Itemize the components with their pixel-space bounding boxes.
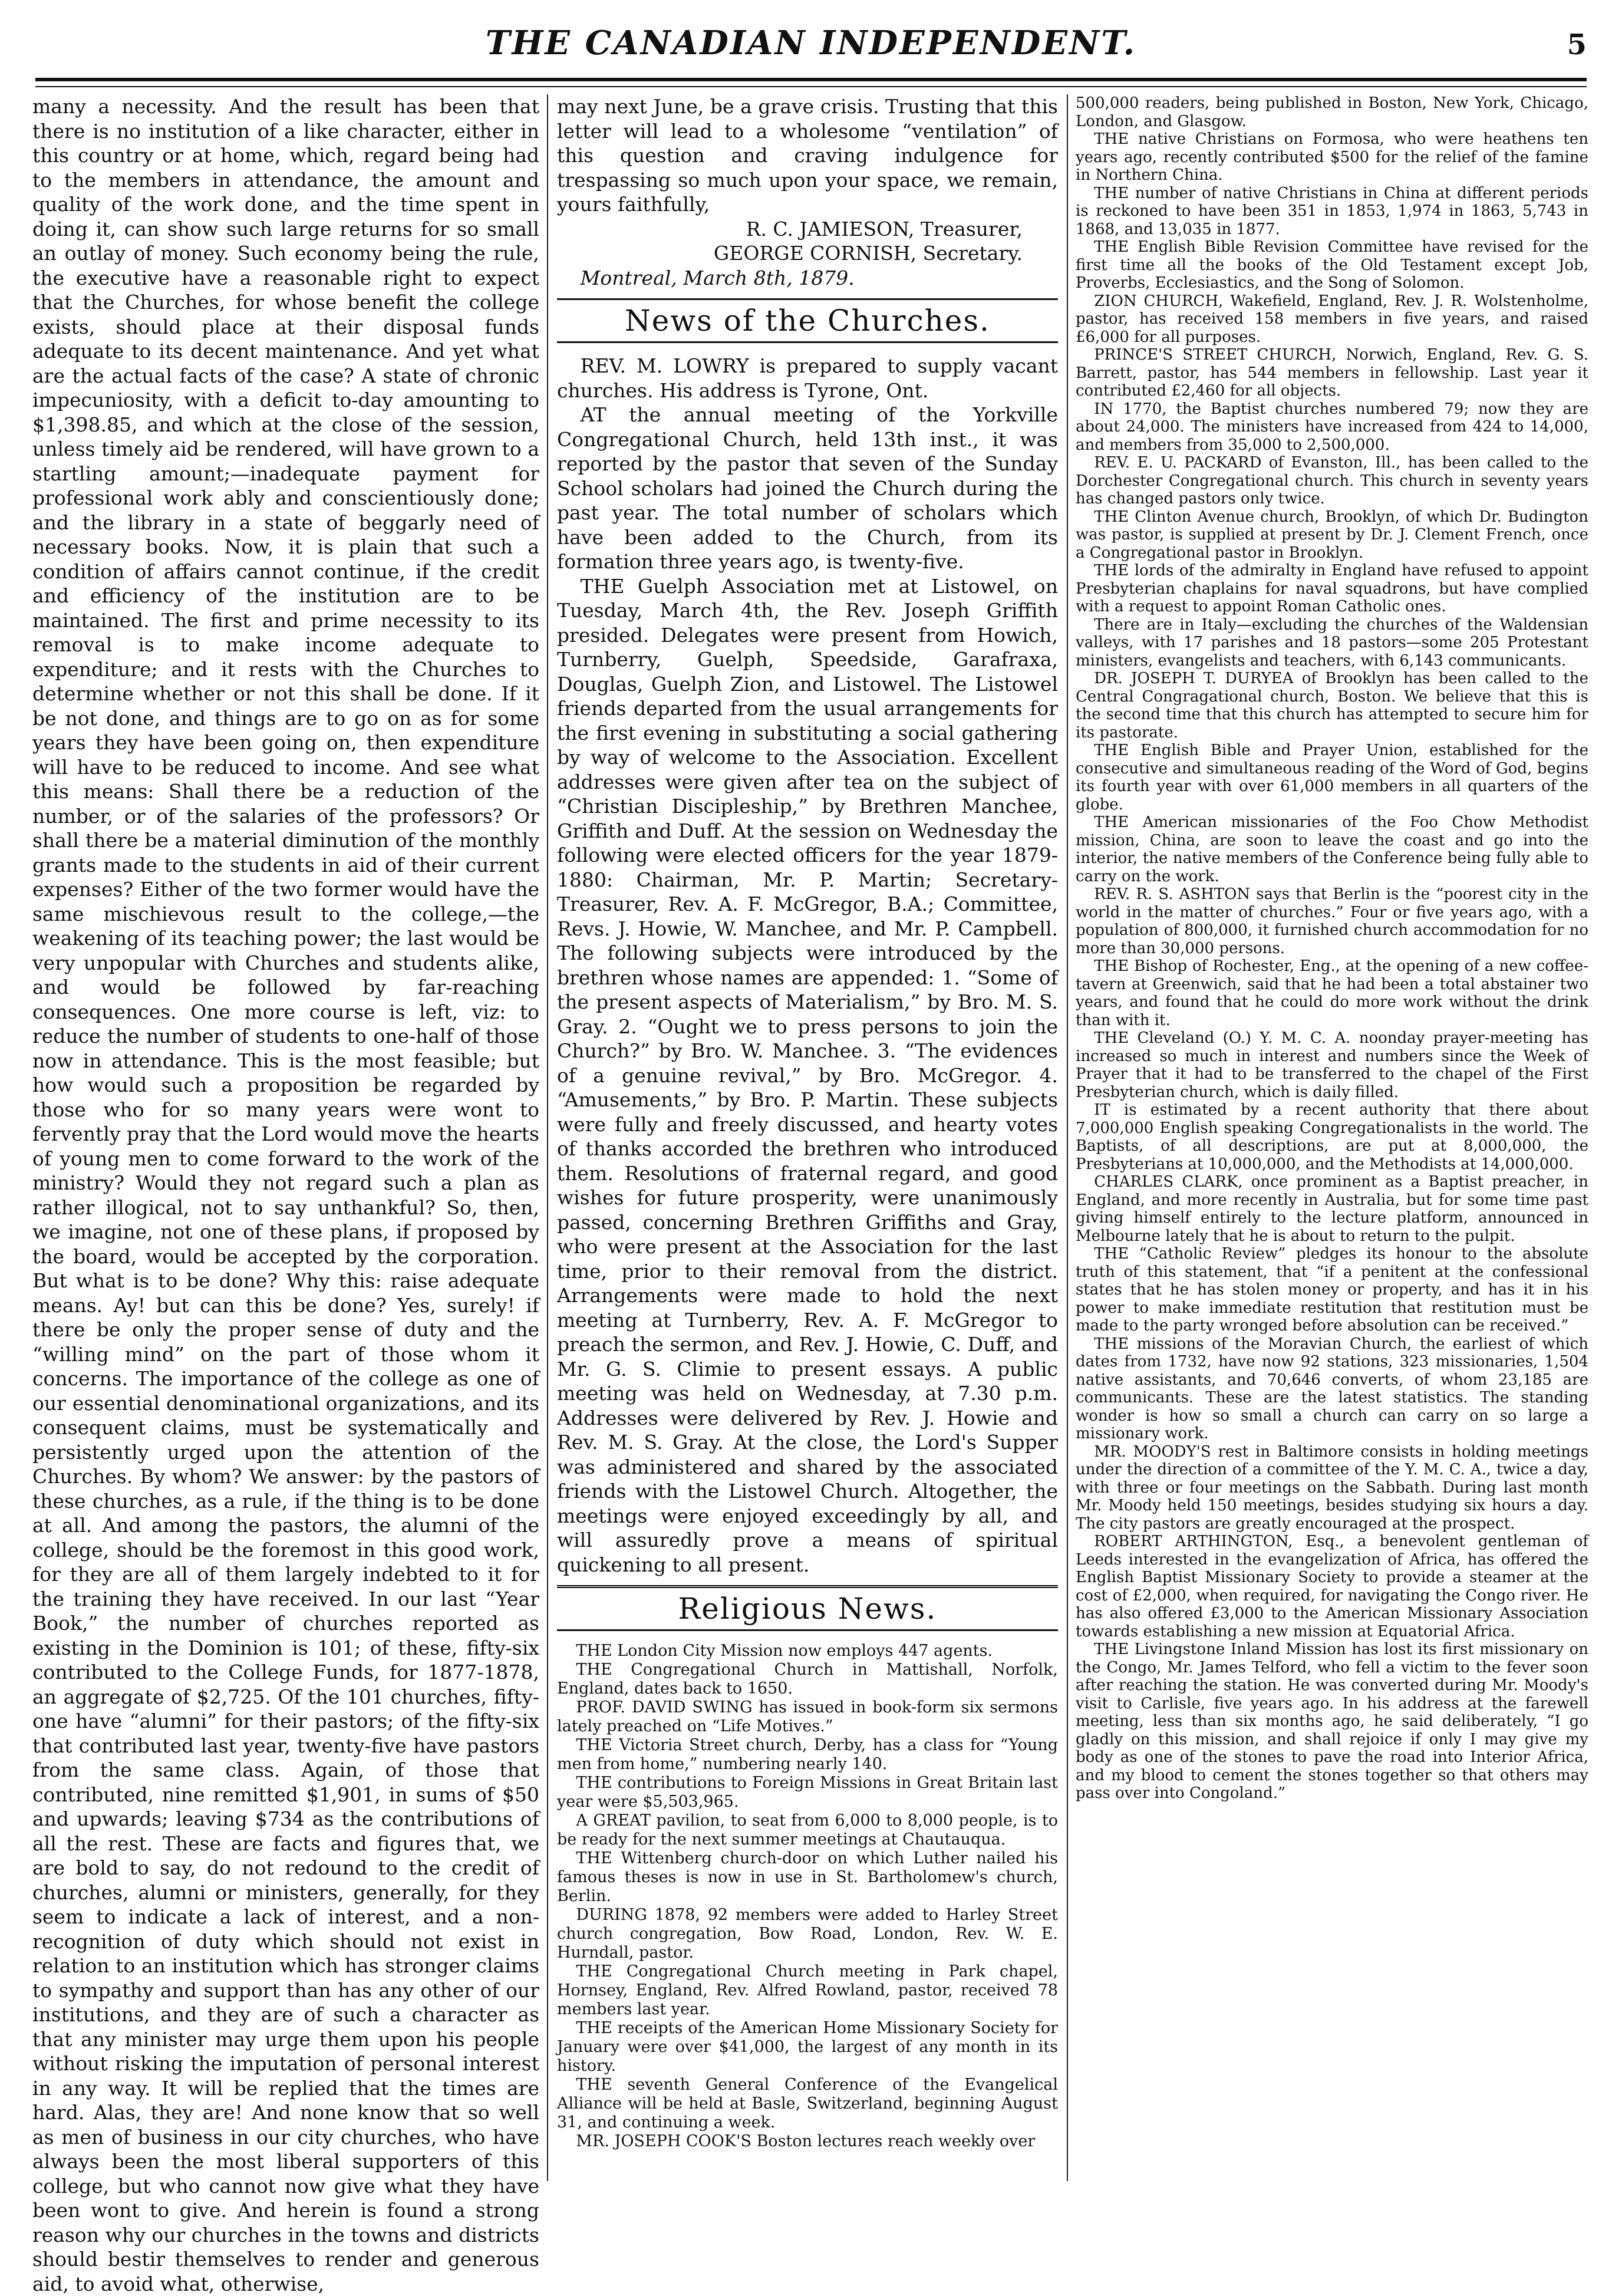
column-divider xyxy=(547,94,548,2181)
column-1 xyxy=(32,94,539,2295)
religious-item: IT is estimated by a recent authority that there about 7,000,000 English speaking Congregationalists in the world. The Baptists, of all descriptions, are put at 8,000,000, the Presbyterians at 10,000,000, and the Methodists at 14,000,000. xyxy=(1076,1101,1588,1173)
page-header xyxy=(35,24,1587,71)
religious-item: MR. JOSEPH COOK'S Boston lectures reach weekly over xyxy=(576,2132,1036,2150)
religious-item: THE English Bible and Prayer Union, established for the consecutive and simultaneous reading of the Word of God, begins its fourth year with over 61,000 members in all quarters of the globe. xyxy=(1076,742,1588,813)
religious-item: PROF. DAVID SWING has issued in book-form six sermons lately preached on “Life Motives.” xyxy=(557,1698,1058,1735)
religious-item: THE lords of the admiralty in England have refused to appoint Presbyterian chaplains for naval squadrons, but have complied with a request to appoint Roman Catholic ones. xyxy=(1076,562,1588,615)
religious-item: THE American missionaries of the Foo Chow Methodist mission, China, are soon to leave the coast and go into the interior, the native members of the Conference being fully able to carry on the work. xyxy=(1076,813,1588,885)
religious-item: THE seventh General Conference of the Evangelical Alliance will be held at Basle, Switzerland, beginning August 31, and continuing a week. xyxy=(557,2076,1058,2132)
religious-item: THE Livingstone Inland Mission has lost its first missionary on the Congo, Mr. James Telford, who fell a victim to the fever soon after reaching the station. He was converted during Mr. Moody's visit to Carlisle, five years ago. In his address at the farewell meeting, less than six months ago, he said deliberately, “I go gladly on this mission, and shall rejoice if only I may give my body as one of the stones to pave the road into Interior Africa, and my blood to cement the stones together so that others may pass over into Congoland.” xyxy=(1076,1641,1588,1802)
religious-item: PRINCE'S STREET CHURCH, Norwich, England, Rev. G. S. Barrett, pastor, has 544 members in fellowship. Last year it contributed £2,460 for all objects. xyxy=(1076,346,1588,400)
news-item: REV. M. LOWRY is prepared to supply vacant churches. His address is Tyrone, Ont. xyxy=(557,354,1058,402)
religious-item: THE contributions to Foreign Missions in Great Britain last year were $5,503,965. xyxy=(557,1774,1058,1811)
letter-dateline: Montreal, March 8th, 1879. xyxy=(580,266,855,289)
religious-item: THE Congregational Church meeting in Park chapel, Hornsey, England, Rev. Alfred Rowland, pastor, received 78 members last year. xyxy=(557,1962,1058,2018)
masthead: THE CANADIAN INDEPENDENT. xyxy=(485,24,1137,62)
news-of-churches-heading: News of the Churches. xyxy=(557,298,1058,343)
religious-item: ZION CHURCH, Wakefield, England, Rev. J. R. Wolstenholme, pastor, has received 158 members in five years, and raised £6,000 for all purposes. xyxy=(1076,292,1588,346)
column-3 xyxy=(1076,94,1588,2181)
religious-item: THE London City Mission now employs 447 agents. xyxy=(576,1642,993,1660)
news-item: THE Guelph Association met at Listowel, on Tuesday, March 4th, the Rev. Joseph Griffith presided. Delegates were present from Howich, Turnberry, Guelph, Speedside, Garafraxa, Douglas, Guelph Zion, and Listowel. The Listowel friends departed from the usual arrangements for the first evening in substituting a social gathering by way of welcome to the Association. Excellent addresses were given after tea on the subject of “Christian Discipleship,” by Brethren Manchee, Griffith and Duff. At the session on Wednesday the following were elected officers for the year 1879-1880: Chairman, Mr. P. Martin; Secretary-Treasurer, Rev. A. F. McGregor, B.A.; Committee, Revs. J. Howie, W. Manchee, and Mr. P. Campbell. The following subjects were introduced by the brethren whose names are appended: 1. “Some of the present aspects of Materialism,” by Bro. M. S. Gray. 2. “Ought we to press persons to join the Church?” by Bro. W. Manchee. 3. “The evidences of a genuine revival,” by Bro. McGregor. 4. “Amusements,” by Bro. P. Martin. These subjects were fully and freely discussed, and hearty votes of thanks accorded the brethren who introduced them. Resolutions of fraternal regard, and good wishes for future prosperity, were unanimously passed, concerning Brethren Griffiths and Gray, who were present at the Association for the last time, prior to their removal from the district. Arrangements were made to hold the next meeting at Turnberry, Rev. A. F. McGregor to preach the sermon, and Rev. J. Howie, C. Duff, and Mr. G. S. Climie to present essays. A public meeting was held on Wednesday, at 7.30 p.m. Addresses were delivered by Rev. J. Howie and Rev. M. S. Gray. At the close, the Lord's Supper was administered and shared by the associated friends with the Listowel Church. Altogether, the meetings were enjoyed exceedingly by all, and will assuredly prove a means of spiritual quickening to all present. xyxy=(557,574,1058,1576)
news-item: AT the annual meeting of the Yorkville Congregational Church, held 13th inst., it was reported by the pastor that seven of the Sunday School scholars had joined the Church during the past year. The total number of scholars which have been added to the Church, from its formation three years ago, is twenty-five. xyxy=(557,403,1058,573)
religious-item: THE missions of the Moravian Church, the earliest of which dates from 1732, have now 92 stations, 323 missionaries, 1,504 native assistants, and 70,646 converts, of whom 23,185 are communicants. These are the latest statistics. The standing wonder is how so small a church can carry on so large a missionary work. xyxy=(1076,1335,1588,1442)
religious-item: IN 1770, the Baptist churches numbered 79; now they are about 24,000. The ministers have increased from 424 to 14,000, and members from 35,000 to 2,500,000. xyxy=(1076,400,1588,454)
religious-item: MR. MOODY'S rest in Baltimore consists in holding meetings under the direction of a committee of the Y. M. C. A., twice a day, with three or four meetings on the Sabbath. During last month Mr. Moody held 150 meetings, besides studying six hours a day. The city pastors are greatly encouraged at the prospect. xyxy=(1076,1442,1588,1533)
signature-treasurer: R. C. JAMIESON, Treasurer, xyxy=(746,217,1023,241)
column-divider xyxy=(1067,94,1068,2181)
religious-item: There are in Italy—excluding the churches of the Waldensian valleys, with 17 parishes and 18 pastors—some 205 Protestant ministers, evangelists and teachers, with 6,143 communicants. xyxy=(1076,615,1588,670)
header-rule-thin xyxy=(35,86,1587,87)
religious-item: DR. JOSEPH T. DURYEA of Brooklyn has been called to the Central Congragational church, Boston. We believe that this is the second time that this church has attempted to secure him for its pastorate. xyxy=(1076,670,1588,742)
religious-item: THE Victoria Street church, Derby, has a class for “Young men from home,” numbering nearly 140. xyxy=(557,1736,1058,1773)
religious-item: REV. E. U. PACKARD of Evanston, Ill., has been called to the Dorchester Congregational church. This church in seventy years has changed pastors only twice. xyxy=(1076,454,1588,508)
religious-item: ROBERT ARTHINGTON, Esq., a benevolent gentleman of Leeds interested in the evangelization of Africa, has offered the English Baptist Missionary Society to provide a steamer at the cost of £2,000, when required, for navigating the Congo river. He has also offered £3,000 to the American Missionary Association towards establishing a new mission at Equatorial Africa. xyxy=(1076,1533,1588,1641)
religious-item: THE Congregational Church in Mattishall, Norfolk, England, dates back to 1650. xyxy=(557,1661,1058,1698)
religious-item: THE Wittenberg church-door on which Luther nailed his famous theses is now in use in St. Bartholomew's church, Berlin. xyxy=(557,1849,1058,1905)
article-text: many a necessity. And the result has been that there is no institution of a like character, either in this country or at home, which, regard being had to the members in attendance, the amount and quality of the work done, and the time spent in doing it, can show such large returns for so small an outlay of money. Such economy being the rule, the executive have a reasonable right to expect that the Churches, for whose benefit the college exists, should place at their disposal funds adequate to its decent maintenance. And yet what are the actual facts of the case? A state of chronic impecuniosity, with a deficit to-day amounting to $1,398.85, and which at the close of the session, unless timely aid be rendered, will have grown to a startling amount;—inadequate payment for professional work ably and conscientiously done; and the library in a state of beggarly need of necessary books. Now, it is plain that such a condition of affairs cannot continue, if the credit and efficiency of the institution are to be maintained. The first and prime necessity to its removal is to make income adequate to expenditure; and it rests with the Churches to determine whether or not this shall be done. If it be not done, and things are to go on as for some years they have been going on, then expenditure will have to be reduced to income. And see what this means: Shall there be a reduction of the number, or of the salaries of the professors? Or shall there be a material diminution of the monthly grants made to the students in aid of their current expenses? Either of the two former would have the same mischievous result to the college,—the weakening of its teaching power; the last would be very unpopular with Churches and students alike, and would be followed by far-reaching consequences. One more course is left, viz: to reduce the number of students to one-half of those now in attendance. This is the most feasible; but how would such a proposition be regarded by those who for so many years were wont to fervently pray that the Lord would move the hearts of young men to come forward to the work of the ministry? Would they not regard such a plan as rather illogical, not to say unthankful? So, then, we imagine, not one of these plans, if proposed by the board, would be accepted by the corporation. But what is to be done? Why this: raise adequate means. Ay! but can this be done? Yes, surely! if there be only the proper sense of duty and the “willing mind” on the part of those whom it concerns. The importance of the college as one of our essential denominational organizations, and its consequent claims, must be systematically and persistently urged upon the attention of the Churches. By whom? We answer: by the pastors of these churches, as a rule, if the thing is to be done at all. And among the pastors, the alumni of the college, should be the foremost in this good work, for they are all of them largely indebted to it for the training they have received. In our last “Year Book,” the number of churches reported as existing in the Dominion is 101; of these, fifty-six contributed to the College Funds, for 1877-1878, an aggregate of $2,725. Of the 101 churches, fifty-one have “alumni” for their pastors; of the fifty-six that contributed last year, twenty-five have pastors from the same class. Again, of those that contributed, nine remitted $1,901, in sums of $50 and upwards; leaving $734 as the contributions of all the rest. These are facts and figures that, we are bold to say, do not redound to the credit of churches, alumni or ministers, generally, for they seem to indicate a lack of interest, and a non-recognition of duty which should not exist in relation to an institution which has stronger claims to sympathy and support than has any other of our institutions, and they are of such a character as that any minister may urge them upon his people without risking the imputation of personal interest in any way. It will be replied that the times are hard. Alas, they are! And none know that so well as men of business in our city churches, who have always been the most liberal supporters of this college, but who cannot now give what they have been wont to give. And herein is found a strong reason why our churches in the towns and districts should bestir themselves to render and generous aid, to avoid what, otherwise, xyxy=(32,95,539,2295)
religious-item: THE Cleveland (O.) Y. M. C. A. noonday prayer-meeting has increased so much in interest and numbers since the Week of Prayer that it had to be transferred to the chapel of the First Presbyterian church, which is daily filled. xyxy=(1076,1029,1588,1101)
page-number: 5 xyxy=(1567,28,1587,61)
religious-item: THE Clinton Avenue church, Brooklyn, of which Dr. Budington was pastor, is supplied at present by Dr. J. Clement French, once a Congregational pastor in Brooklyn. xyxy=(1076,508,1588,562)
religious-item: THE Bishop of Rochester, Eng., at the opening of a new coffee-tavern at Greenwich, said that he had been a total abstainer two years, and found that he could do more work without the drink than with it. xyxy=(1076,957,1588,1029)
religious-item: A GREAT pavilion, to seat from 6,000 to 8,000 people, is to be ready for the next summer meetings at Chautauqua. xyxy=(557,1811,1058,1849)
religious-item: THE receipts of the American Home Missionary Society for January were over $41,000, the largest of any month in its history. xyxy=(557,2019,1058,2075)
column-2 xyxy=(557,94,1058,2181)
religious-item: DURING 1878, 92 members were added to Harley Street church congregation, Bow Road, London, Rev. W. E. Hurndall, pastor. xyxy=(557,1906,1058,1962)
religious-item: 500,000 readers, being published in Boston, New York, Chicago, London, and Glasgow. xyxy=(1076,94,1588,130)
religious-item: CHARLES CLARK, once prominent as a Baptist preacher, in England, and more recently in Australia, but for some time past giving himself entirely to the lecture platform, announced in Melbourne lately that he is about to return to the pulpit. xyxy=(1076,1173,1588,1245)
religious-item: THE number of native Christians in China at different periods is reckoned to have been 351 in 1853, 1,974 in 1863, 5,743 in 1868, and 13,035 in 1877. xyxy=(1076,184,1588,238)
header-rule xyxy=(35,78,1587,81)
letter-ending: may next June, be a grave crisis. Trusting that this letter will lead to a wholesome “ventilation” of this question and craving indulgence for trespassing so much upon your space, we remain, yours faithfully, xyxy=(557,95,1058,216)
religious-news-heading: Religious News. xyxy=(557,1585,1058,1631)
religious-item: REV. R. S. ASHTON says that Berlin is the “poorest city in the world in the matter of churches.” Four or five years ago, with a population of 800,000, it furnished church accommodation for no more than 30,000 persons. xyxy=(1076,885,1588,957)
religious-item: THE “Catholic Review” pledges its honour to the absolute truth of this statement, that “if a penitent at the confessional states that he has stolen money or property, and has it in his power to make immediate restitution that restitution must be made to the party wronged before absolution can be received.” xyxy=(1076,1245,1588,1335)
signature-secretary: GEORGE CORNISH, Secretary. xyxy=(713,242,1023,265)
religious-item: THE English Bible Revision Committee have revised for the first time all the books of the Old Testament except Job, Proverbs, Ecclesiastics, and the Song of Solomon. xyxy=(1076,238,1588,292)
religious-item: THE native Christians on Formosa, who were heathens ten years ago, recently contributed $500 for the relief of the famine in Northern China. xyxy=(1076,130,1588,184)
